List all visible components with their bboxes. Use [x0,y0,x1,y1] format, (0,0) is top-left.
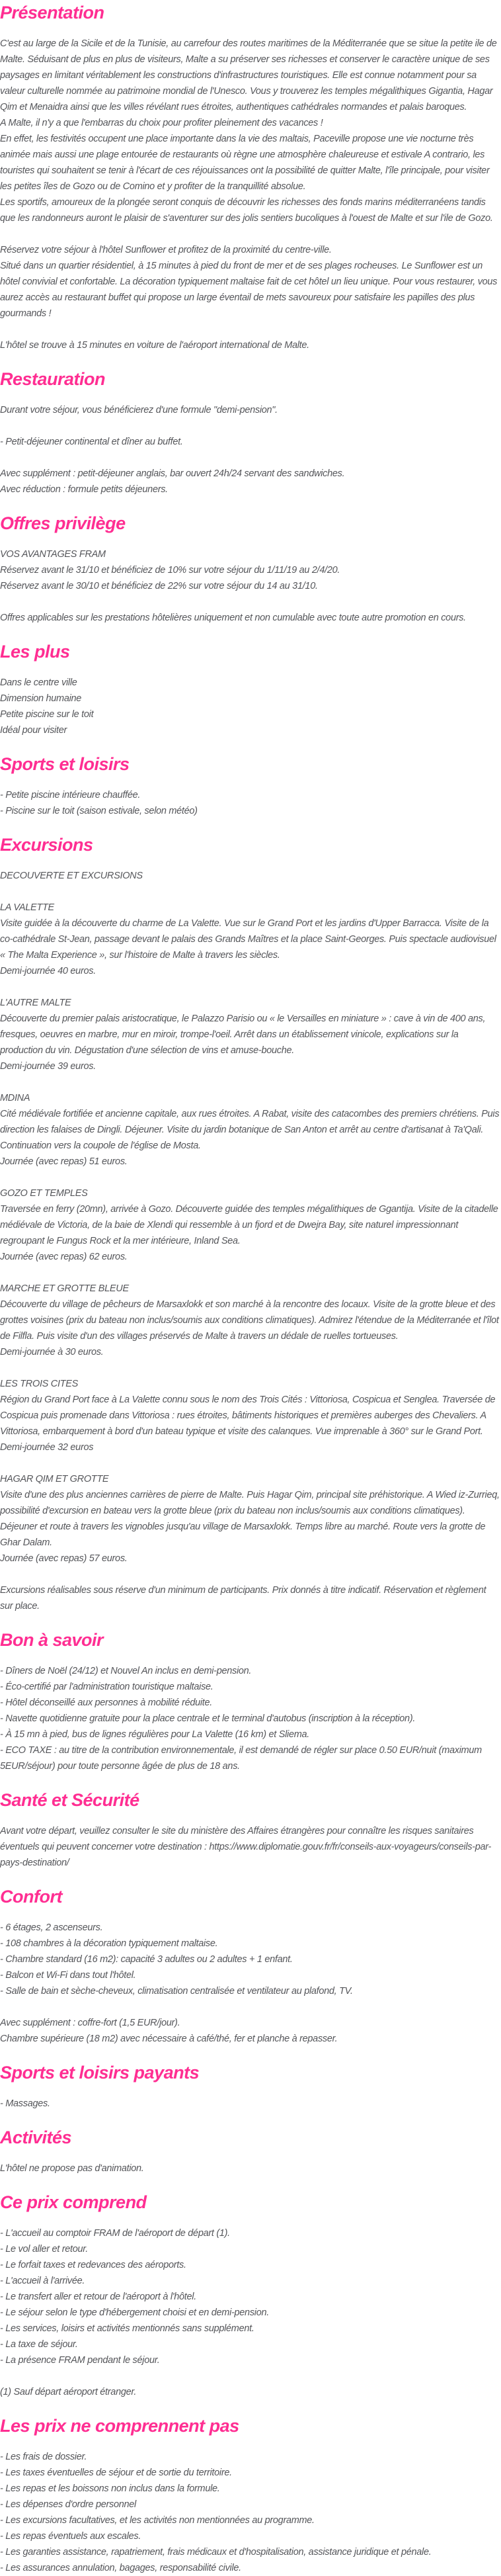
paragraph: Région du Grand Port face à La Valette connu sous le nom des Trois Cités : Vittoriosa, Cospicua et Senglea. Traversée de Cospicua puis promenade dans Vittoriosa : rues étroites, bâtiments historiques et premières auberges des Chevaliers. A Vittoriosa, embarquement à bord d'un bateau typique et visite des calanques. Vue imprenable à 360° sur le Grand Port. [0,1395,496,1437]
blank-line [0,450,501,466]
paragraph: Demi-journée 39 euros. [0,1061,96,1072]
paragraph: - Les services, loisirs et activités mentionnés sans supplément. [0,2323,254,2334]
paragraph: Avec réduction : formule petits déjeuners. [0,484,168,495]
section-heading-presentation: Présentation [0,3,104,22]
paragraph: - Salle de bain et sèche-cheveux, climatisation centralisée et ventilateur au plafond, TV. [0,1986,353,1996]
paragraph: L'AUTRE MALTE [0,998,71,1008]
section-offres-privilege [0,513,501,626]
section-presentation [0,2,501,353]
blank-line [0,1360,501,1376]
paragraph: - Les garanties assistance, rapatriement, frais médicaux et d'hospitalisation, assistance juridique et pénale. [0,2547,432,2557]
paragraph: DECOUVERTE ET EXCURSIONS [0,871,143,881]
paragraph: VOS AVANTAGES FRAM [0,549,106,560]
blank-line [0,418,501,434]
paragraph: Dimension humaine [0,693,82,704]
paragraph: Demi-journée 32 euros [0,1442,94,1453]
paragraph: Idéal pour visiter [0,725,67,736]
paragraph: L'hôtel se trouve à 15 minutes en voiture de l'aéroport international de Malte. [0,340,309,351]
paragraph: Journée (avec repas) 57 euros. [0,1553,128,1564]
section-heading-les-plus: Les plus [0,642,70,662]
paragraph: - Petite piscine intérieure chauffée. [0,790,141,800]
section-sante-et-securite [0,1789,501,1871]
paragraph: Demi-journée à 30 euros. [0,1347,104,1357]
blank-line [0,594,501,610]
paragraph: Cité médiévale fortifiée et ancienne capitale, aux rues étroites. A Rabat, visite des catacombes des premiers chrétiens. Puis direction les falaises de Dingli. Déjeuner. Visite du jardin botanique de San Anton et arrêt au centre d'artisanat à Ta'Qali. Continuation vers la coupole de l'église de Mosta. [0,1109,500,1151]
paragraph: - Balcon et Wi-Fi dans tout l'hôtel. [0,1970,136,1981]
section-sports-et-loisirs [0,753,501,819]
paragraph: Réservez avant le 30/10 et bénéficiez de 22% sur votre séjour du 14 au 31/10. [0,581,318,591]
section-les-prix-ne-comprennent-pas [0,2415,501,2576]
paragraph: En effet, les festivités occupent une place importante dans la vie des maltais, Paceville propose une vie nocturne très animée mais aussi une plage entourée de restaurants où règne une atmosphère chaleureuse et estivale A contrario, les touristes qui souhaitent se tenir à l'écart de ces réjouissances ont la possibilité de quitter Malte, l'île principale, pour visiter les petites îles de Gozo ou de Comino et y profiter de la tranquillité absolue. [0,134,490,192]
section-heading-bon-a-savoir: Bon à savoir [0,1630,104,1650]
paragraph: - Dîners de Noël (24/12) et Nouvel An inclus en demi-pension. [0,1666,252,1676]
paragraph: Journée (avec repas) 62 euros. [0,1252,128,1262]
paragraph: - Petit-déjeuner continental et dîner au buffet. [0,437,183,447]
paragraph: HAGAR QIM ET GROTTE [0,1474,109,1484]
paragraph: - L'accueil à l'arrivée. [0,2276,85,2286]
paragraph: - Les taxes éventuelles de séjour et de sortie du territoire. [0,2468,232,2478]
paragraph: - ECO TAXE : au titre de la contribution environnementale, il est demandé de régler sur place 0.50 EUR/nuit (maximum 5EUR/séjour) pour toute personne âgée de plus de 18 ans. [0,1745,482,1772]
paragraph: Excursions réalisables sous réserve d'un minimum de participants. Prix donnés à titre indicatif. Réservation et règlement sur place. [0,1585,486,1611]
paragraph: - L'accueil au comptoir FRAM de l'aéroport de départ (1). [0,2228,230,2239]
section-ce-prix-comprend [0,2192,501,2400]
blank-line [0,884,501,900]
blank-line [0,1455,501,1471]
paragraph: - Le transfert aller et retour de l'aéroport à l'hôtel. [0,2292,196,2302]
paragraph: Les sportifs, amoureux de la plongée seront conquis de découvrir les richesses des fonds marins méditerranéens tandis que les randonneurs auront le plaisir de s'aventurer sur des jolis sentiers bucoliques à l'ouest de Malte et sur l'ile de Gozo. [0,197,493,224]
paragraph: GOZO ET TEMPLES [0,1188,88,1199]
section-heading-activites: Activités [0,2127,72,2147]
paragraph: Situé dans un quartier résidentiel, à 15 minutes à pied du front de mer et de ses plages rocheuses. Le Sunflower est un hôtel convivial et confortable. La décoration typiquement maltaise fait de cet hôtel un lieu unique. Pour vous restaurer, vous aurez accès au restaurant buffet qui propose un large éventail de mets savoureux pour satisfaire les papilles des plus gourmands ! [0,261,498,319]
section-heading-sports-et-loisirs-payants: Sports et loisirs payants [0,2063,200,2082]
paragraph: Petite piscine sur le toit [0,709,94,720]
paragraph: Réservez votre séjour à l'hôtel Sunflower et profitez de la proximité du centre-ville. [0,245,332,255]
blank-line [0,2368,501,2384]
section-heading-restauration: Restauration [0,369,106,389]
section-heading-excursions: Excursions [0,835,93,855]
section-sports-et-loisirs-payants [0,2062,501,2112]
paragraph: - Chambre standard (16 m2): capacité 3 adultes ou 2 adultes + 1 enfant. [0,1954,293,1965]
paragraph: - Le séjour selon le type d'hébergement choisi et en demi-pension. [0,2307,269,2318]
blank-line [0,979,501,995]
paragraph: Découverte du village de pêcheurs de Marsaxlokk et son marché à la rencontre des locaux. Visite de la grotte bleue et des grottes voisines (prix du bateau non inclus/soumis aux conditions climatiques). Admirez l'étendue de la Méditerranée et l'îlot de Filfla. Puis visite d'un des villages préservés de Malte à travers un dédale de ruelles tortueuses. [0,1299,499,1342]
paragraph: - Le vol aller et retour. [0,2244,88,2254]
section-activites [0,2127,501,2176]
blank-line [0,1999,501,2015]
section-heading-sante-et-securite: Santé et Sécurité [0,1790,139,1810]
blank-line [0,1265,501,1281]
paragraph: Traversée en ferry (20mn), arrivée à Gozo. Découverte guidée des temples mégalithiques de Ggantija. Visite de la citadelle médiévale de Victoria, de la baie de Xlendi qui ressemble à un fjord et de Dwejra Bay, site naturel impressionnant regroupant le Fungus Rock et la mer intérieure, Inland Sea. [0,1204,498,1246]
blank-line [0,322,501,337]
blank-line [0,1170,501,1185]
paragraph: - 108 chambres à la décoration typiquement maltaise. [0,1938,218,1949]
section-les-plus [0,641,501,738]
section-heading-offres-privilege: Offres privilège [0,513,126,533]
paragraph: Visite guidée à la découverte du charme de La Valette. Vue sur le Grand Port et les jardins d'Upper Barracca. Visite de la co-cathédrale St-Jean, passage devant le palais des Grands Maîtres et la place Saint-Georges. Puis spectacle audiovisuel « The Malta Experience », sur l'histoire de Malte à travers les siècles. [0,918,496,961]
paragraph: Chambre supérieure (18 m2) avec nécessaire à café/thé, fer et planche à repasser. [0,2034,338,2044]
section-heading-les-prix-ne-comprennent-pas: Les prix ne comprennent pas [0,2416,239,2436]
paragraph: - Les excursions facultatives, et les activités non mentionnées au programme. [0,2515,315,2526]
paragraph: Demi-journée 40 euros. [0,966,96,976]
paragraph: - Le forfait taxes et redevances des aéroports. [0,2260,186,2270]
paragraph: Avec supplément : petit-déjeuner anglais, bar ouvert 24h/24 servant des sandwiches. [0,468,345,479]
document-body [0,2,501,2576]
paragraph: - 6 étages, 2 ascenseurs. [0,1922,103,1933]
paragraph: - Piscine sur le toit (saison estivale, selon météo) [0,806,198,816]
paragraph: Avant votre départ, veuillez consulter le site du ministère des Affaires étrangères pour connaître les risques sanitaires éventuels qui peuvent concerner votre destination : https://www.diplomatie.gouv.fr/fr/conseils-aux-voyageurs/conseils-par-pays-destination/ [0,1826,492,1868]
paragraph: Dans le centre ville [0,677,77,688]
paragraph: Journée (avec repas) 51 euros. [0,1156,128,1167]
page [0,2,501,2576]
section-restauration [0,368,501,497]
blank-line [0,1074,501,1090]
paragraph: - La présence FRAM pendant le séjour. [0,2355,160,2366]
section-heading-sports-et-loisirs: Sports et loisirs [0,754,130,774]
paragraph: - Massages. [0,2098,50,2109]
paragraph: - Navette quotidienne gratuite pour la place centrale et le terminal d'autobus (inscription à la réception). [0,1713,416,1724]
paragraph: - Hôtel déconseillé aux personnes à mobilité réduite. [0,1697,213,1708]
paragraph: - Les dépenses d'ordre personnel [0,2499,136,2510]
paragraph: Durant votre séjour, vous bénéficierez d'une formule "demi-pension". [0,405,278,415]
paragraph: MARCHE ET GROTTE BLEUE [0,1283,129,1294]
blank-line [0,1567,501,1582]
paragraph: Visite d'une des plus anciennes carrières de pierre de Malte. Puis Hagar Qim, principal site préhistorique. A Wied iz-Zurrieq, possibilité d'excursion en bateau vers la grotte bleue (prix du bateau non inclus/soumis aux conditions climatiques). Déjeuner et route à travers les vignobles jusqu'au village de Marsaxlokk. Temps libre au marché. Route vers la grotte de Ghar Dalam. [0,1490,500,1548]
blank-line [0,226,501,242]
paragraph: - Les repas et les boissons non inclus dans la formule. [0,2483,220,2494]
paragraph: - Les repas éventuels aux escales. [0,2531,141,2542]
paragraph: A Malte, il n'y a que l'embarras du choix pour profiter pleinement des vacances ! [0,118,323,128]
paragraph: Découverte du premier palais aristocratique, le Palazzo Parisio ou « le Versailles en miniature » : cave à vin de 400 ans, fresques, oeuvres en marbre, mur en miroir, trompe-l'oeil. Arrêt dans un établissement vinicole, explications sur la production du vin. Dégustation d'une sélection de vins et amuse-bouche. [0,1013,486,1056]
section-excursions [0,834,501,1614]
paragraph: - Les assurances annulation, bagages, responsabilité civile. [0,2563,241,2573]
paragraph: C'est au large de la Sicile et de la Tunisie, au carrefour des routes maritimes de la Méditerranée que se situe la petite ile de Malte. Séduisant de plus en plus de visiteurs, Malte a su préserver ses richesses et conserver le caractère unique de ses paysages en limitant véritablement les constructions d'infrastructures touristiques. Elle est connue notamment pour sa valeur culturelle nommée au patrimoine mondial de l'Unesco. Vous y trouverez les temples mégalithiques Gigantia, Hagar Qim et Menaidra ainsi que les villes révélant rues étroites, authentiques cathédrales normandes et palais baroques. [0,38,497,112]
section-confort [0,1886,501,2047]
section-heading-ce-prix-comprend: Ce prix comprend [0,2192,147,2212]
paragraph: - Éco-certifié par l'administration touristique maltaise. [0,1682,213,1692]
paragraph: (1) Sauf départ aéroport étranger. [0,2387,137,2397]
section-heading-confort: Confort [0,1887,62,1907]
section-bon-a-savoir [0,1629,501,1774]
paragraph: MDINA [0,1093,30,1103]
paragraph: Offres applicables sur les prestations hôtelières uniquement et non cumulable avec toute autre promotion en cours. [0,613,466,623]
paragraph: LA VALETTE [0,902,54,913]
paragraph: Avec supplément : coffre-fort (1,5 EUR/jour). [0,2018,180,2028]
paragraph: Réservez avant le 31/10 et bénéficiez de 10% sur votre séjour du 1/11/19 au 2/4/20. [0,565,340,576]
paragraph: L'hôtel ne propose pas d'animation. [0,2163,144,2174]
paragraph: - La taxe de séjour. [0,2339,78,2350]
paragraph: LES TROIS CITES [0,1379,78,1389]
paragraph: - À 15 mn à pied, bus de lignes régulières pour La Valette (16 km) et Sliema. [0,1729,310,1740]
paragraph: - Les frais de dossier. [0,2452,87,2462]
